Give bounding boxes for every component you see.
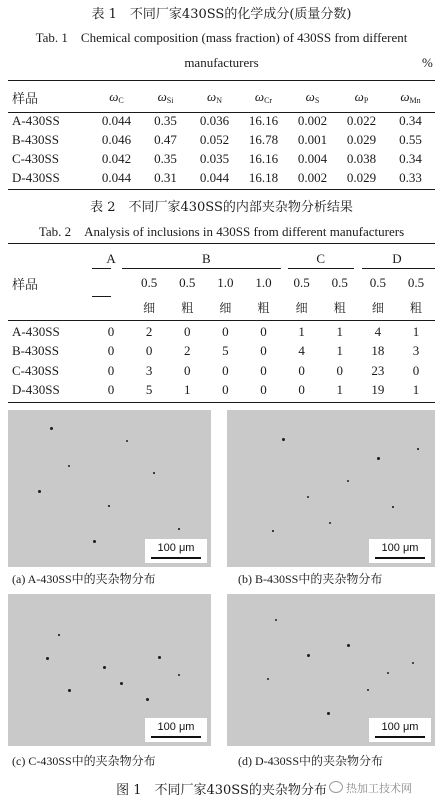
table2-group-row bbox=[8, 248, 435, 270]
table1-value-cell: 0.55 bbox=[399, 131, 422, 147]
omega-symbol: ω bbox=[207, 89, 217, 104]
table1-value-cell: 16.18 bbox=[248, 169, 279, 185]
table2-value-cell: 4 bbox=[374, 323, 382, 339]
table2-bottom-rule bbox=[8, 402, 435, 403]
table1-caption-en-line1: Tab. 1 Chemical composition (mass fraction) of 430SS from different bbox=[35, 30, 408, 45]
table1-value-cell: 0.035 bbox=[199, 150, 230, 166]
table1-value-cell: 0.044 bbox=[101, 112, 132, 128]
scale-bar-box bbox=[145, 539, 207, 563]
table2-mid-rule bbox=[8, 320, 435, 321]
table2-type-cell: 细 bbox=[371, 300, 384, 315]
table1-caption-cn: 表 1 不同厂家430SS的化学成分(质量分数) bbox=[91, 7, 352, 22]
table1-value-cell: 0.001 bbox=[297, 131, 328, 147]
table1-value-cell: 0.052 bbox=[199, 131, 230, 147]
subfigure-caption-a: (a) A-430SS中的夹杂物分布 bbox=[12, 572, 156, 586]
table1-header-w-c bbox=[92, 83, 141, 111]
table2-row bbox=[8, 381, 435, 401]
table2-sample-cell: C-430SS bbox=[12, 362, 59, 378]
inclusion-particle bbox=[46, 657, 49, 660]
inclusion-particle bbox=[267, 678, 269, 680]
table2-group-d: D bbox=[392, 251, 402, 266]
table2-value-cell: 0 bbox=[222, 362, 229, 378]
table1-unit: % bbox=[422, 55, 433, 70]
inclusion-particle bbox=[412, 662, 414, 664]
inclusion-particle bbox=[329, 522, 331, 524]
table2-value-cell: 1 bbox=[336, 343, 343, 359]
table1-value-cell: 0.35 bbox=[154, 112, 177, 128]
table2-value-cell: 0 bbox=[260, 343, 267, 359]
table1-value-cell: 0.022 bbox=[346, 112, 377, 128]
scale-bar-box bbox=[145, 718, 207, 742]
table2-group-c: C bbox=[316, 251, 325, 266]
subfigure-caption-c: (c) C-430SS中的夹杂物分布 bbox=[12, 754, 156, 768]
table1-value-cell: 0.046 bbox=[101, 131, 132, 147]
table1-value-cell: 16.78 bbox=[248, 131, 279, 147]
inclusion-particle bbox=[367, 689, 369, 691]
scale-bar bbox=[375, 736, 425, 738]
table1-value-cell: 16.16 bbox=[248, 112, 279, 128]
inclusion-particle bbox=[38, 490, 41, 493]
inclusion-particle bbox=[93, 540, 96, 543]
inclusion-particle bbox=[108, 505, 110, 507]
table2-value-cell: 1 bbox=[412, 323, 420, 339]
table2-value-cell: 0 bbox=[260, 382, 267, 398]
table2-type-cell: 细 bbox=[143, 300, 156, 315]
table1-header-sample: 样品 bbox=[12, 90, 39, 106]
inclusion-particle bbox=[307, 496, 309, 498]
scale-bar-box bbox=[369, 539, 431, 563]
inclusion-particle bbox=[387, 672, 389, 674]
table2-type-cell: 细 bbox=[295, 300, 308, 315]
element-subscript: S bbox=[314, 96, 320, 105]
inclusion-particle bbox=[68, 689, 71, 692]
table2-value-cell: 2 bbox=[184, 343, 191, 359]
table2-sample-cell: A-430SS bbox=[12, 323, 60, 339]
inclusion-particle bbox=[153, 472, 155, 474]
scale-bar-box bbox=[369, 718, 431, 742]
table1-header-w-n bbox=[190, 83, 239, 111]
table2-value-cell: 0 bbox=[260, 323, 267, 339]
micrograph-c bbox=[8, 594, 211, 746]
inclusion-particle bbox=[68, 465, 70, 467]
omega-symbol: ω bbox=[109, 89, 119, 104]
micrograph-d bbox=[227, 594, 435, 746]
element-subscript: C bbox=[118, 96, 124, 105]
table2-value-cell: 1 bbox=[298, 323, 305, 339]
inclusion-particle bbox=[146, 698, 149, 701]
table2-caption-en: Tab. 2 Analysis of inclusions in 430SS from different manufacturers bbox=[38, 224, 405, 239]
table2-value-cell: 19 bbox=[371, 382, 385, 398]
table2-sample-cell: D-430SS bbox=[12, 382, 60, 398]
table1-value-cell: 0.029 bbox=[346, 131, 377, 147]
element-subscript: Si bbox=[166, 96, 174, 105]
table1-bottom-rule bbox=[8, 189, 435, 190]
table1-header-w-mn bbox=[386, 83, 435, 111]
table1-body bbox=[8, 111, 435, 187]
table1-top-rule bbox=[8, 80, 435, 81]
table2-value-cell: 1 bbox=[336, 323, 343, 339]
table1-header-w-si bbox=[141, 83, 190, 111]
inclusion-particle bbox=[103, 666, 106, 669]
table2-value-cell: 23 bbox=[371, 362, 385, 378]
inclusion-particle bbox=[272, 530, 274, 532]
table2-value-cell: 1 bbox=[184, 382, 191, 398]
inclusion-particle bbox=[377, 457, 380, 460]
subfigure-caption-b: (b) B-430SS中的夹杂物分布 bbox=[238, 572, 383, 586]
figure1-caption: 图 1 不同厂家430SS的夹杂物分布 bbox=[116, 783, 327, 798]
table2-body bbox=[8, 322, 435, 400]
table2-header bbox=[8, 248, 435, 318]
table1-sample-cell: C-430SS bbox=[12, 150, 59, 166]
table2-row bbox=[8, 322, 435, 342]
table2-value-cell: 0 bbox=[298, 382, 305, 398]
inclusion-particle bbox=[50, 427, 53, 430]
inclusion-particle bbox=[327, 712, 330, 715]
table2-type-cell: 粗 bbox=[409, 300, 422, 315]
element-subscript: Mn bbox=[409, 96, 421, 105]
table2-value-cell: 3 bbox=[145, 362, 153, 378]
table1-value-cell: 0.35 bbox=[154, 150, 177, 166]
table1-value-cell: 0.002 bbox=[297, 112, 328, 128]
scale-bar-label: 100 μm bbox=[381, 542, 419, 554]
table1-value-cell: 0.47 bbox=[154, 131, 177, 147]
micrograph-b bbox=[227, 410, 435, 567]
inclusion-particle bbox=[347, 644, 350, 647]
table2-group-a-blank bbox=[92, 270, 130, 318]
scale-bar-label: 100 μm bbox=[157, 542, 195, 554]
table2-size-cell: 0.5 bbox=[293, 275, 310, 290]
table2-caption-cn: 表 2 不同厂家430SS的内部夹杂物分析结果 bbox=[90, 200, 353, 215]
table2-value-cell: 0 bbox=[184, 323, 191, 339]
table2-value-cell: 3 bbox=[412, 343, 420, 359]
table1-value-cell: 0.036 bbox=[199, 112, 230, 128]
table1-sample-cell: B-430SS bbox=[12, 131, 59, 147]
table1-value-cell: 0.004 bbox=[297, 150, 328, 166]
table1-row bbox=[8, 130, 435, 149]
table2-value-cell: 0 bbox=[260, 362, 267, 378]
table2-value-cell: 4 bbox=[298, 343, 305, 359]
table1-caption-en-line2: manufacturers bbox=[184, 55, 259, 70]
table2-type-cell: 粗 bbox=[181, 300, 194, 315]
wechat-icon bbox=[329, 781, 343, 793]
table2-size-cell: 0.5 bbox=[331, 275, 348, 290]
table1-header-row bbox=[8, 83, 435, 111]
table2-group-a-line bbox=[92, 268, 111, 269]
table2-size-cell: 0.5 bbox=[407, 275, 425, 290]
inclusion-particle bbox=[347, 480, 349, 482]
table2-value-cell: 5 bbox=[145, 382, 153, 398]
scale-bar bbox=[151, 736, 201, 738]
inclusion-particle bbox=[275, 619, 277, 621]
table1-value-cell: 16.16 bbox=[248, 150, 279, 166]
inclusion-particle bbox=[158, 656, 161, 659]
table2-value-cell: 0 bbox=[107, 362, 115, 378]
table2-group-a-subline bbox=[92, 296, 111, 297]
table2-group-c-line bbox=[288, 268, 354, 269]
inclusion-particle bbox=[178, 528, 180, 530]
table1-value-cell: 0.029 bbox=[346, 169, 377, 185]
inclusion-particle bbox=[120, 682, 123, 685]
omega-symbol: ω bbox=[354, 89, 364, 104]
table2-value-cell: 0 bbox=[298, 362, 305, 378]
inclusion-particle bbox=[307, 654, 310, 657]
table2-size-cell: 0.5 bbox=[179, 275, 196, 290]
table1-value-cell: 0.002 bbox=[297, 169, 328, 185]
table2-value-cell: 0 bbox=[222, 323, 229, 339]
table2-value-cell: 0 bbox=[184, 362, 191, 378]
table2-value-cell: 0 bbox=[107, 323, 115, 339]
table2-size-cell: 1.0 bbox=[255, 275, 272, 290]
inclusion-particle bbox=[178, 674, 180, 676]
table2-sample-cell: B-430SS bbox=[12, 343, 59, 359]
table2-group-a: A bbox=[106, 251, 116, 266]
omega-symbol: ω bbox=[157, 89, 167, 104]
inclusion-particle bbox=[392, 506, 394, 508]
table1-header-w-p bbox=[337, 83, 386, 111]
table2-value-cell: 1 bbox=[412, 382, 420, 398]
table2-type-cell: 细 bbox=[219, 300, 232, 315]
table2-type-cell: 粗 bbox=[257, 300, 270, 315]
element-subscript: N bbox=[216, 96, 222, 105]
table1-header-w-s bbox=[288, 83, 337, 111]
table2-value-cell: 0 bbox=[107, 343, 115, 359]
table2-value-cell: 0 bbox=[412, 362, 420, 378]
table1-value-cell: 0.038 bbox=[346, 150, 377, 166]
table1-value-cell: 0.044 bbox=[199, 169, 230, 185]
table2-value-cell: 2 bbox=[145, 323, 153, 339]
table2-size-cell: 0.5 bbox=[369, 275, 386, 290]
table2-group-b: B bbox=[201, 251, 211, 266]
element-subscript: P bbox=[363, 96, 369, 105]
scale-bar bbox=[151, 557, 201, 559]
watermark-text: 热加工技术网 bbox=[346, 782, 412, 795]
table1-sample-cell: D-430SS bbox=[12, 169, 60, 185]
table1-sample-cell: A-430SS bbox=[12, 112, 60, 128]
table2-row bbox=[8, 361, 435, 381]
inclusion-particle bbox=[126, 440, 128, 442]
table1-row bbox=[8, 168, 435, 187]
inclusion-particle bbox=[58, 634, 60, 636]
table1-row bbox=[8, 111, 435, 130]
table2-value-cell: 0 bbox=[222, 382, 229, 398]
omega-symbol: ω bbox=[305, 89, 315, 104]
scale-bar-label: 100 μm bbox=[157, 721, 195, 733]
table2-value-cell: 0 bbox=[107, 382, 115, 398]
table2-size-cell: 1.0 bbox=[217, 275, 234, 290]
table2-value-cell: 0 bbox=[145, 343, 153, 359]
table1-value-cell: 0.34 bbox=[399, 150, 422, 166]
table1-value-cell: 0.044 bbox=[101, 169, 132, 185]
table1-value-cell: 0.33 bbox=[399, 169, 422, 185]
table1-value-cell: 0.31 bbox=[154, 169, 177, 185]
inclusion-particle bbox=[417, 448, 419, 450]
inclusion-particle bbox=[282, 438, 285, 441]
table2-type-cell: 粗 bbox=[333, 300, 346, 315]
table2-value-cell: 5 bbox=[222, 343, 229, 359]
table1-value-cell: 0.042 bbox=[101, 150, 132, 166]
table2-header-sample: 样品 bbox=[12, 276, 39, 292]
table2-value-cell: 0 bbox=[336, 362, 343, 378]
table2-group-d-line bbox=[362, 268, 435, 269]
table1 bbox=[8, 83, 435, 111]
table1-row bbox=[8, 149, 435, 168]
table2-group-b-line bbox=[122, 268, 281, 269]
element-subscript: Cr bbox=[264, 96, 273, 105]
table1-header-w-cr bbox=[239, 83, 288, 111]
table2-top-rule bbox=[8, 243, 435, 244]
table2-row bbox=[8, 342, 435, 362]
table1-value-cell: 0.34 bbox=[399, 112, 422, 128]
micrograph-a bbox=[8, 410, 211, 567]
omega-symbol: ω bbox=[400, 89, 410, 104]
table2-size-cell: 0.5 bbox=[141, 275, 158, 290]
omega-symbol: ω bbox=[254, 89, 265, 104]
scale-bar-label: 100 μm bbox=[381, 721, 419, 733]
table2-value-cell: 1 bbox=[336, 382, 343, 398]
scale-bar bbox=[375, 557, 425, 559]
table2-value-cell: 18 bbox=[371, 343, 385, 359]
subfigure-caption-d: (d) D-430SS中的夹杂物分布 bbox=[238, 754, 384, 768]
